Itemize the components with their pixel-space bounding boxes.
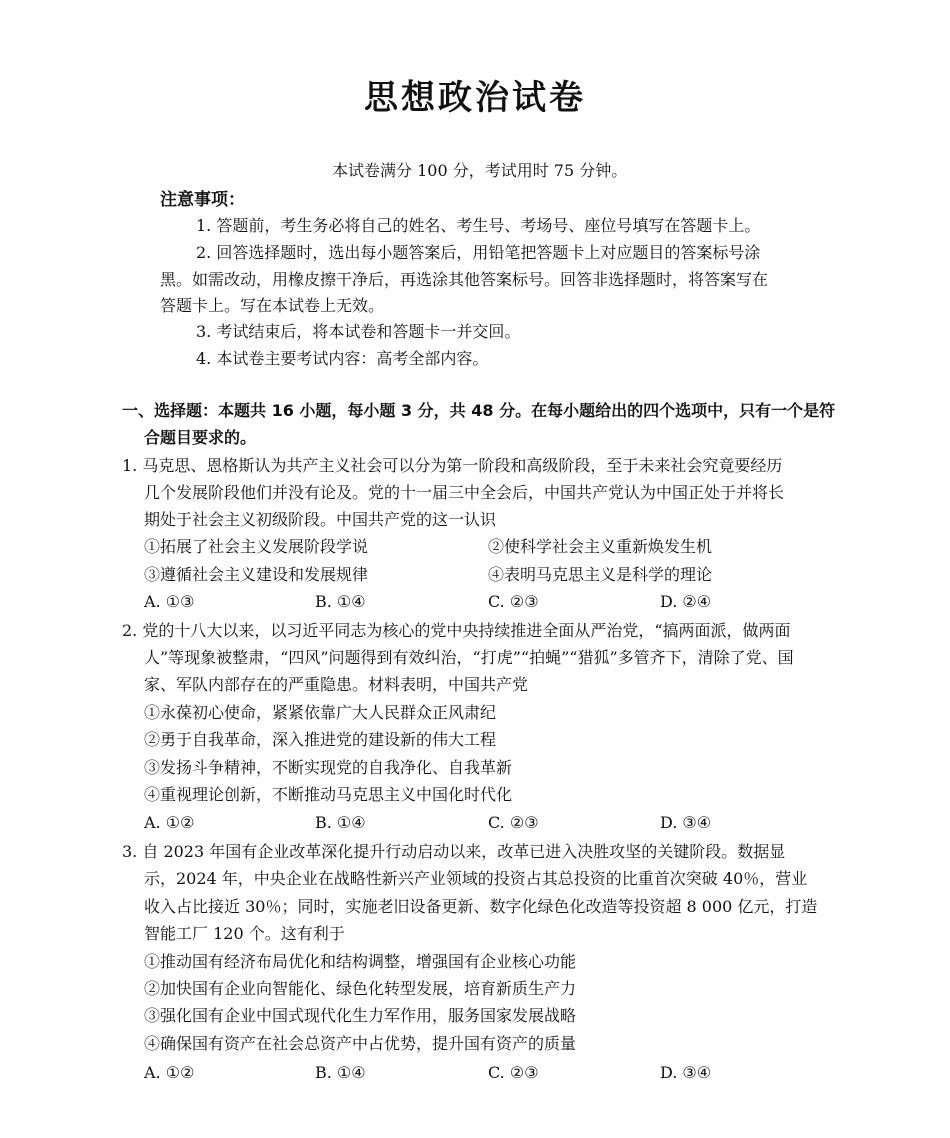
notice-line: 3. 考试结束后，将本试卷和答题卡一并交回。 [196, 322, 521, 341]
answer-option-a: A. ①② [144, 1063, 195, 1082]
question-stem-line: 人”等现象被整肃，“四风”问题得到有效纠治，“打虎”“拍蝇”“猎狐”多管齐下，清除了党、国 [144, 648, 794, 667]
statement-4: ④重视理论创新，不断推动马克思主义中国化时代化 [144, 785, 513, 804]
statement-1: ①永葆初心使命，紧紧依靠广大人民群众正风肃纪 [144, 703, 497, 722]
answer-option-d: D. ②④ [660, 592, 712, 611]
question-stem-line: 3. 自 2023 年国有企业改革深化提升行动启动以来，改革已进入决胜攻坚的关键阶段。数据显 [122, 842, 786, 861]
section-heading: 一、选择题：本题共 16 小题，每小题 3 分，共 48 分。在每小题给出的四个选项中，只有一个是符 [122, 401, 836, 420]
question-stem-line: 收入占比接近 30％；同时，实施老旧设备更新、数字化绿色化改造等投资超 8 000 亿元，打造 [144, 897, 818, 916]
answer-option-a: A. ①③ [144, 592, 195, 611]
section-heading-cont: 合题目要求的。 [144, 428, 257, 447]
question-stem-line: 示，2024 年，中央企业在战略性新兴产业领域的投资占其总投资的比重首次突破 40％，营业 [144, 869, 808, 888]
statement-2: ②勇于自我革命，深入推进党的建设新的伟大工程 [144, 730, 497, 749]
notice-line: 答题卡上。写在本试卷上无效。 [160, 296, 385, 315]
question-stem-line: 2. 党的十八大以来，以习近平同志为核心的党中央持续推进全面从严治党，“搞两面派，做两面 [122, 621, 791, 640]
question-stem-line: 期处于社会主义初级阶段。中国共产党的这一认识 [144, 510, 497, 529]
statement-4: ④确保国有资产在社会总资产中占优势，提升国有资产的质量 [144, 1034, 577, 1053]
notice-heading: 注意事项： [160, 190, 245, 210]
answer-option-a: A. ①② [144, 813, 195, 832]
notice-line: 1. 答题前，考生务必将自己的姓名、考生号、考场号、座位号填写在答题卡上。 [196, 216, 761, 235]
notice-line: 黑。如需改动，用橡皮擦干净后，再选涂其他答案标号。回答非选择题时，将答案写在 [160, 270, 769, 289]
question-stem-line: 智能工厂 120 个。这有利于 [144, 924, 345, 943]
statement-3: ③遵循社会主义建设和发展规律 [144, 565, 369, 584]
answer-option-d: D. ③④ [660, 1063, 712, 1082]
answer-option-b: B. ①④ [315, 1063, 366, 1082]
notice-line: 4. 本试卷主要考试内容：高考全部内容。 [196, 349, 489, 368]
statement-3: ③强化国有企业中国式现代化生力军作用，服务国家发展战略 [144, 1006, 577, 1025]
question-stem-line: 1. 马克思、恩格斯认为共产主义社会可以分为第一阶段和高级阶段，至于未来社会究竟要经历 [122, 456, 783, 475]
statement-1: ①推动国有经济布局优化和结构调整，增强国有企业核心功能 [144, 952, 577, 971]
statement-4: ④表明马克思主义是科学的理论 [488, 565, 713, 584]
statement-2: ②使科学社会主义重新焕发生机 [488, 537, 713, 556]
statement-2: ②加快国有企业向智能化、绿色化转型发展，培育新质生产力 [144, 979, 577, 998]
answer-option-c: C. ②③ [488, 1063, 539, 1082]
statement-1: ①拓展了社会主义发展阶段学说 [144, 537, 369, 556]
question-stem-line: 几个发展阶段他们并没有论及。党的十一届三中全会后，中国共产党认为中国正处于并将长 [144, 483, 785, 502]
answer-option-c: C. ②③ [488, 592, 539, 611]
answer-option-b: B. ①④ [315, 592, 366, 611]
answer-option-c: C. ②③ [488, 813, 539, 832]
answer-option-b: B. ①④ [315, 813, 366, 832]
intro-text: 本试卷满分 100 分，考试用时 75 分钟。 [332, 161, 628, 180]
answer-option-d: D. ③④ [660, 813, 712, 832]
page-title: 思想政治试卷 [364, 78, 586, 118]
statement-3: ③发扬斗争精神，不断实现党的自我净化、自我革新 [144, 758, 513, 777]
question-stem-line: 家、军队内部存在的严重隐患。材料表明，中国共产党 [144, 675, 529, 694]
notice-line: 2. 回答选择题时，选出每小题答案后，用铅笔把答题卡上对应题目的答案标号涂 [196, 243, 761, 262]
